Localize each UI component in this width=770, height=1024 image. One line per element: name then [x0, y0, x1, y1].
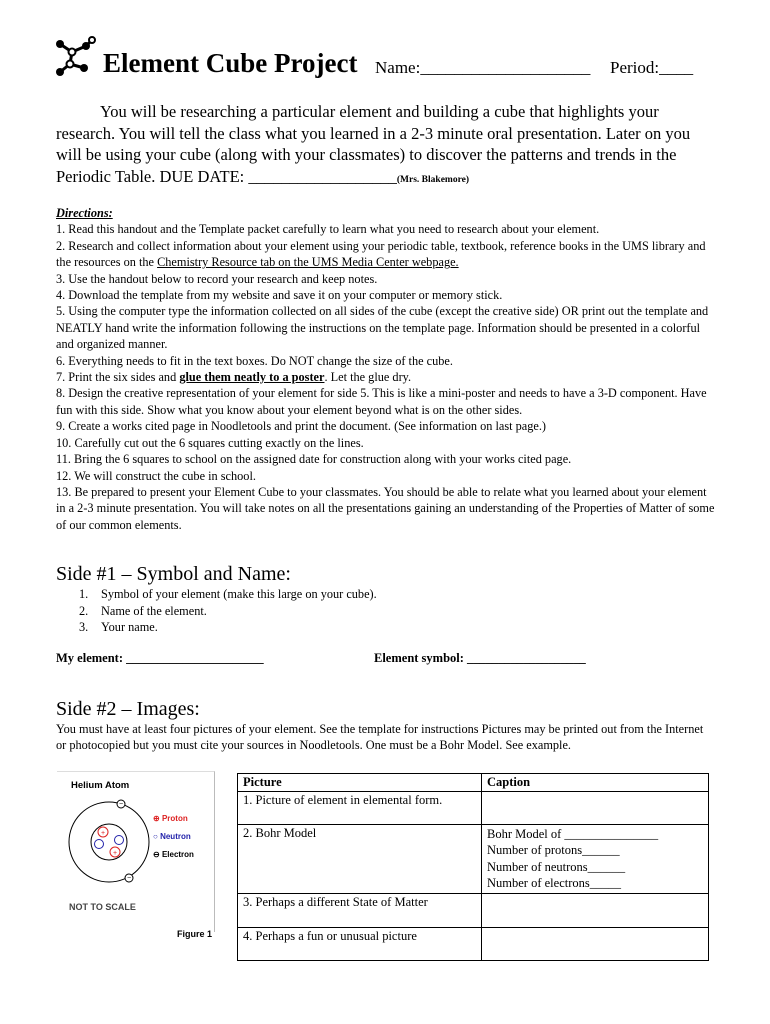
pictures-table [237, 773, 709, 961]
table-header-row [238, 774, 709, 792]
my-element-field: My element: ______________________ [56, 651, 264, 665]
direction-item: 13. Be prepared to present your Element Cube to your classmates. You should be able to relate what you learned about your element in a 2-3 minute presentation. You will take notes on all the presentations gaining an understanding of the Properties of Matter of some of our common elements. [56, 484, 715, 532]
direction-item: 3. Use the handout below to record your research and keep notes. [56, 271, 378, 286]
table-cell: 4. Perhaps a fun or unusual picture [238, 927, 482, 960]
intro-paragraph [56, 101, 716, 191]
direction-item: 5. Using the computer type the information collected on all sides of the cube (except the creative side) OR print out the template and NEATLY hand write the information following the instructions on the template page. Information should be presented in a colorful and organized manner. [56, 304, 709, 352]
list-item: 3. Your name. [79, 620, 158, 634]
helium-atom-figure [57, 771, 215, 932]
teacher-name: (Mrs. Blakemore) [396, 174, 469, 185]
direction-item: 11. Bring the 6 squares to school on the assigned date for construction along with your works cited page. [56, 452, 572, 467]
table-cell [482, 792, 709, 825]
side2-heading: Side #2 – Images: [56, 698, 200, 720]
table-row [238, 792, 709, 825]
electron-icon: ⊖ [153, 850, 160, 859]
direction-item: 8. Design the creative representation of your element for side 5. This is like a mini-poster and needs to have a 3-D component. Have fun with this side. Show what you know about your element beyond what is on the other sides. [56, 386, 707, 417]
direction-item: 2. Research and collect information about your element using your periodic table, textbook, reference books in the UMS library and the resources on the Chemistry Resource tab on the UMS Media Center webpage. [56, 238, 706, 270]
table-cell: 3. Perhaps a different State of Matter [238, 893, 482, 927]
side1-heading: Side #1 – Symbol and Name: [56, 563, 291, 585]
svg-text:−: − [118, 801, 124, 808]
direction-item: 9. Create a works cited page in Noodletools and print the document. (See information on last page.) [56, 419, 547, 434]
table-header: Caption [482, 774, 709, 792]
table-row [238, 893, 709, 927]
table-header: Picture [238, 774, 482, 792]
page-title: Element Cube Project [103, 48, 358, 78]
intro-text: You will be researching a particular element and building a cube that highlights your research. You will tell the class what you learned in a 2-3 minute oral presentation. Later on you will be using your cube (along with your classmates) to discover the patterns and trends in the Periodic Table. DUE DATE: __________________ [56, 102, 691, 186]
direction-item: 4. Download the template from my website and save it on your computer or memory stick. [56, 288, 503, 303]
figure-caption: Figure 1 [177, 929, 213, 939]
direction-item: 10. Carefully cut out the 6 squares cutting exactly on the lines. [56, 435, 364, 450]
table-cell: 2. Bohr Model [238, 825, 482, 894]
figure-note: NOT TO SCALE [69, 902, 136, 912]
direction-item: 7. Print the six sides and glue them neatly to a poster. Let the glue dry. [56, 370, 412, 385]
directions [56, 205, 716, 533]
table-row [238, 927, 709, 960]
figure-title: Helium Atom [71, 780, 130, 791]
svg-text:+: + [112, 850, 118, 857]
direction-item: 12. We will construct the cube in school. [56, 468, 256, 483]
directions-heading: Directions: [56, 206, 113, 220]
svg-text:−: − [126, 875, 132, 882]
period-field: Period:____ [610, 58, 694, 77]
table-cell [482, 927, 709, 960]
side1-list [79, 586, 377, 636]
side2-text: You must have at least four pictures of your element. See the template for instructions Pictures may be printed out from the Internet or photocopied but you must cite your sources in Noodletools. One must be a Bohr Model. See example. [56, 722, 704, 753]
svg-text:+: + [100, 830, 106, 837]
direction-item: 6. Everything needs to fit in the text boxes. Do NOT change the size of the cube. [56, 353, 453, 368]
molecule-logo-icon [52, 36, 98, 78]
neutron-icon: ○ [153, 832, 158, 841]
bohr-model-diagram [63, 794, 163, 904]
table-row [238, 825, 709, 894]
list-item: 2. Name of the element. [79, 603, 207, 618]
table-cell: 1. Picture of element in elemental form. [238, 792, 482, 825]
list-item: 1. Symbol of your element (make this large on your cube). [79, 587, 377, 601]
figure-legend: ⊕ Proton ○ Neutron ⊖ Electron [153, 814, 194, 859]
proton-icon: ⊕ [153, 814, 160, 823]
table-cell [482, 893, 709, 927]
chemistry-resource-link[interactable]: Chemistry Resource tab on the UMS Media Center webpage. [157, 255, 459, 270]
name-field: Name:____________________ [375, 58, 591, 77]
direction-item: 1. Read this handout and the Template packet carefully to learn what you need to research about your element. [56, 222, 600, 237]
element-symbol-field: Element symbol: ___________________ [374, 651, 586, 665]
table-cell: Bohr Model of _______________ Number of protons______ Number of neutrons______ Number of electrons_____ [482, 825, 709, 894]
